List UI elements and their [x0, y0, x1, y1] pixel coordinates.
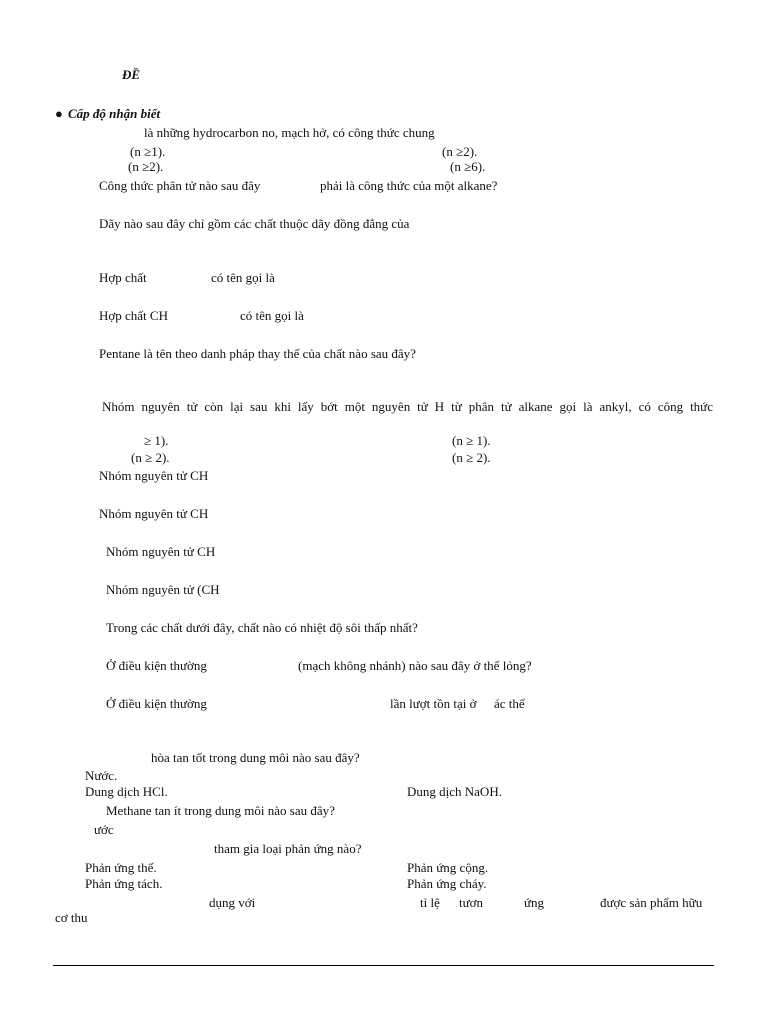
q18-word-1: dụng với	[209, 895, 256, 910]
q17-option-b: Phản ứng cộng.	[407, 860, 489, 875]
q10-stem: Nhóm nguyên tử CH	[106, 544, 216, 559]
q3-stem: Dãy nào sau đây chỉ gồm các chất thuộc dãy đồng đẳng của	[99, 216, 410, 231]
q6-stem: Pentane là tên theo danh pháp thay thế của chất nào sau đây?	[99, 346, 416, 361]
q1-option-d: (n ≥6).	[450, 159, 486, 174]
q18-word-2: tỉ lệ	[420, 895, 440, 910]
q14-stem-part1: Ở điều kiện thường	[106, 696, 207, 711]
q18-word-3: tươn	[459, 895, 484, 910]
q15-option-b: Dung dịch HCl.	[85, 784, 168, 799]
q1-option-b: (n ≥2).	[442, 144, 478, 159]
q14-stem-part3: ác thể	[494, 696, 525, 711]
q7-option-c: (n ≥ 2).	[131, 450, 170, 465]
q7-option-b: (n ≥ 1).	[452, 433, 491, 448]
q2-stem-part2: phải là công thức của một alkane?	[320, 178, 498, 193]
section-bullet: ●	[55, 106, 63, 121]
q18-word-4: ứng	[524, 895, 545, 910]
footer-divider	[53, 965, 714, 966]
q13-stem-part1: Ở điều kiện thường	[106, 658, 207, 673]
page-title: ĐỀ	[122, 67, 141, 82]
q15-option-c: Dung dịch NaOH.	[407, 784, 502, 799]
q16-option-a: ước	[94, 822, 114, 837]
q11-stem: Nhóm nguyên tử (CH	[106, 582, 220, 597]
q12-stem: Trong các chất dưới đây, chất nào có nhiệt độ sôi thấp nhất?	[106, 620, 418, 635]
q18-word-5: được sản phẩm hữu	[600, 895, 703, 910]
q14-stem-part2: lần lượt tồn tại ở	[390, 696, 477, 711]
q1-option-a: (n ≥1).	[130, 144, 166, 159]
q1-stem: là những hydrocarbon no, mạch hở, có công thức chung	[144, 125, 435, 140]
q18-line-2: cơ thu	[55, 910, 88, 925]
q16-stem: Methane tan ít trong dung môi nào sau đây?	[106, 803, 335, 818]
q5-stem-part1: Hợp chất CH	[99, 308, 168, 323]
q1-option-c: (n ≥2).	[128, 159, 164, 174]
q4-stem-part2: có tên gọi là	[211, 270, 275, 285]
q15-option-a: Nước.	[85, 768, 118, 783]
q17-option-a: Phản ứng thế.	[85, 860, 157, 875]
q7-stem: Nhóm nguyên tử còn lại sau khi lấy bớt một nguyên tử H từ phân tử alkane gọi là ankyl, có công thức	[102, 399, 713, 414]
q8-stem: Nhóm nguyên tử CH	[99, 468, 209, 483]
q17-stem: tham gia loại phản ứng nào?	[214, 841, 362, 856]
q4-stem-part1: Hợp chất	[99, 270, 147, 285]
q13-stem-part2: (mạch không nhánh) nào sau đây ở thể lỏng?	[298, 658, 532, 673]
q9-stem: Nhóm nguyên tử CH	[99, 506, 209, 521]
q5-stem-part2: có tên gọi là	[240, 308, 304, 323]
q2-stem-part1: Công thức phân tử nào sau đây	[99, 178, 261, 193]
q7-option-a: ≥ 1).	[144, 433, 169, 448]
section-heading: Cấp độ nhận biết	[68, 106, 161, 121]
q17-option-d: Phản ứng cháy.	[407, 876, 487, 891]
q7-option-d: (n ≥ 2).	[452, 450, 491, 465]
q17-option-c: Phản ứng tách.	[85, 876, 163, 891]
q15-stem: hòa tan tốt trong dung môi nào sau đây?	[151, 750, 360, 765]
